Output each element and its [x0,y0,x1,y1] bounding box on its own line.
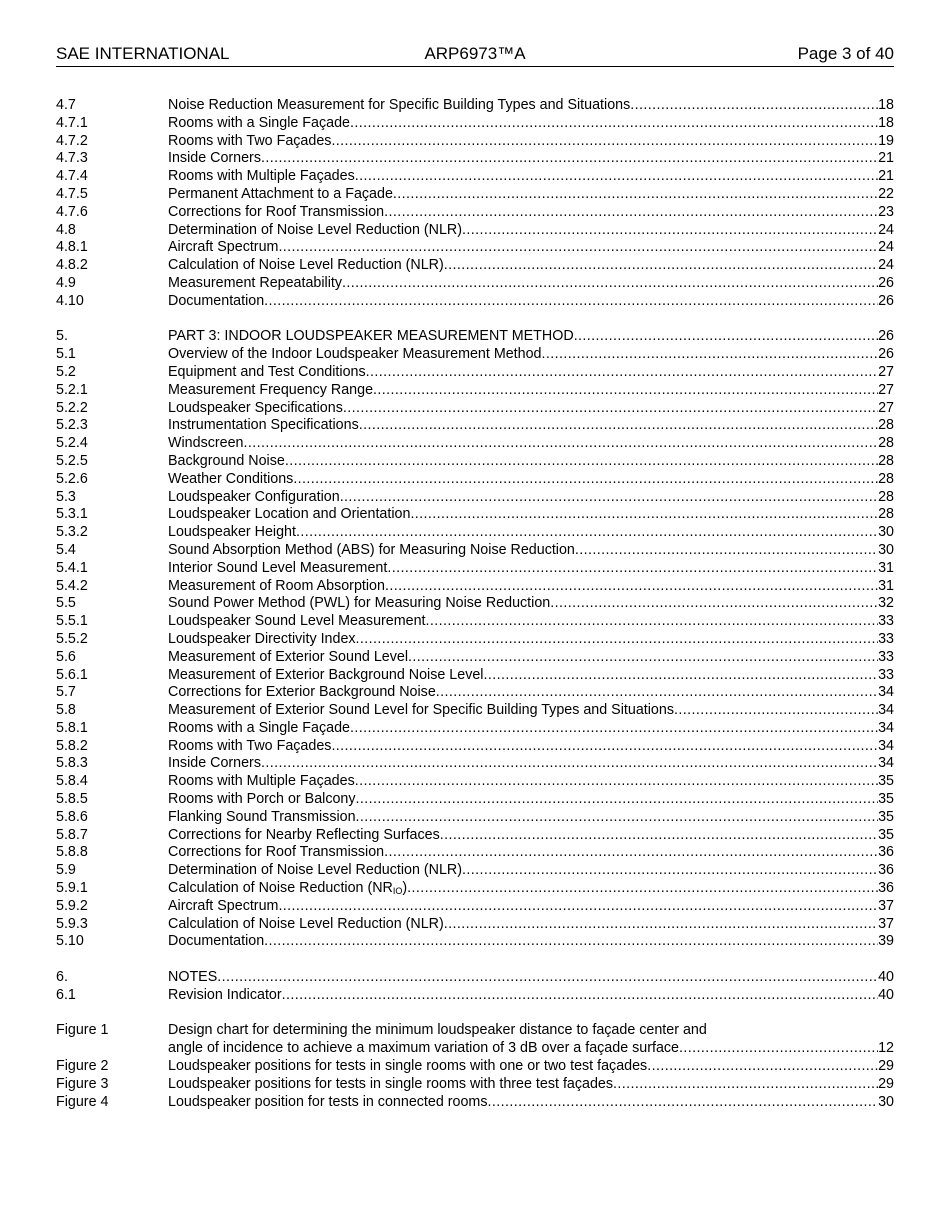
dot-leader [356,809,879,827]
toc-entry[interactable] [56,613,894,631]
toc-entry[interactable] [56,346,894,364]
dot-leader [261,150,878,168]
toc-entry[interactable] [56,560,894,578]
toc-entry-number: 5.5.1 [56,613,88,630]
dot-leader [487,1094,878,1112]
toc-entry-title: Flanking Sound Transmission [168,808,356,825]
toc-entry-page: 33 [878,666,894,683]
toc-entry[interactable] [56,471,894,489]
toc-entry-title: Loudspeaker Sound Level Measurement [168,613,426,630]
toc-entry[interactable] [56,649,894,667]
toc-entry-page: 27 [878,381,894,398]
dot-leader [408,649,878,667]
dot-leader [264,933,878,951]
toc-entry[interactable] [56,667,894,685]
toc-entry-title: Loudspeaker Configuration [168,488,340,505]
toc-entry-page: 35 [878,773,894,790]
toc-entry-page: 21 [878,168,894,185]
toc-entry-title: Loudspeaker positions for tests in single rooms with one or two test façades [168,1058,648,1075]
toc-entry-number: 5.3.1 [56,506,88,523]
publisher-name: SAE INTERNATIONAL [56,44,230,63]
toc-entry-number: 4.7.3 [56,150,88,167]
dot-leader [630,97,878,115]
dot-leader [410,506,878,524]
dot-leader [356,791,879,809]
dot-leader [550,595,878,613]
toc-entry-number: 5.6.1 [56,666,88,683]
toc-entry-number: 5.9 [56,862,76,879]
toc-entry-page: 28 [878,470,894,487]
toc-section-6 [56,969,894,1005]
toc-entry[interactable] [56,542,894,560]
dot-leader [356,631,879,649]
toc-entry-number: 5.8.1 [56,719,88,736]
toc-entry-page: 28 [878,417,894,434]
toc-entry-number: 5.2.4 [56,435,88,452]
toc-entry[interactable] [56,916,894,934]
toc-entry[interactable] [56,222,894,240]
toc-entry-page: 40 [878,969,894,986]
toc-entry[interactable] [56,239,894,257]
toc-entry[interactable] [56,684,894,702]
toc-entry-page: 33 [878,648,894,665]
toc-entry[interactable] [56,987,894,1005]
toc-entry-title: Documentation [168,292,265,309]
toc-entry-number: 5.8.2 [56,737,88,754]
toc-entry-title: NOTES [168,969,218,986]
toc-entry-number: 4.7.6 [56,203,88,220]
toc-entry-title: Instrumentation Specifications [168,417,359,434]
toc-section-5-end [56,898,894,951]
toc-entry-page: 34 [878,737,894,754]
toc-entry-page: 33 [878,630,894,647]
toc-entry-title: Background Noise [168,452,285,469]
toc-entry-page: 24 [878,221,894,238]
toc-entry-title: Rooms with Porch or Balcony [168,791,356,808]
dot-leader [384,844,878,862]
toc-entry-page: 36 [878,844,894,861]
toc-entry[interactable] [56,506,894,524]
toc-entry-title: Documentation [168,933,265,950]
toc-entry-page: 29 [878,1075,894,1092]
figure-title-line-1: Design chart for determining the minimum loudspeaker distance to façade center and [168,1022,707,1039]
dot-leader [462,222,878,240]
toc-entry-number: 5.8.5 [56,791,88,808]
toc-entry-title: Aircraft Spectrum [168,897,279,914]
dot-leader [278,898,878,916]
toc-entry-title: Loudspeaker Directivity Index [168,630,356,647]
dot-leader [613,1076,878,1094]
toc-entry[interactable] [56,791,894,809]
toc-entry-title: Revision Indicator [168,986,282,1003]
toc-entry-page: 22 [878,185,894,202]
toc-entry[interactable] [56,489,894,507]
toc-entry-title: Noise Reduction Measurement for Specific Building Types and Situations [168,97,631,113]
dot-leader [340,489,878,507]
toc-entry-page: 37 [878,915,894,932]
toc-entry-page: 34 [878,684,894,701]
toc-entry-page: 26 [878,274,894,291]
figure-title-line-2: angle of incidence to achieve a maximum variation of 3 dB over a façade surface [168,1040,680,1057]
toc-entry-number: 5.6 [56,648,76,665]
toc-entry-title: Rooms with Multiple Façades [168,773,355,790]
toc-entry[interactable] [56,862,894,880]
toc-entry-number: 4.7.2 [56,132,88,149]
toc-entry-title: Aircraft Spectrum [168,239,279,256]
toc-entry-page: 18 [878,97,894,113]
toc-entry[interactable] [56,755,894,773]
dot-leader [444,916,878,934]
toc-entry-number: 5.3 [56,488,76,505]
toc-entry-title: Loudspeaker Height [168,524,296,541]
toc-entry[interactable] [56,933,894,951]
toc-entry-page: 28 [878,506,894,523]
dot-leader [359,417,878,435]
toc-entry-number: 5.9.3 [56,915,88,932]
toc-entry-number: 4.7.1 [56,114,88,131]
toc-entry-number: 5.8.4 [56,773,88,790]
toc-entry-page: 29 [878,1058,894,1075]
toc-entry-number: 5.8.7 [56,826,88,843]
page-header [56,44,894,67]
toc-entry-page: 35 [878,808,894,825]
toc-entry-page: 28 [878,488,894,505]
toc-entry[interactable] [56,969,894,987]
toc-entry[interactable] [56,702,894,720]
toc-entry-number: 5.8.6 [56,808,88,825]
toc-entry-title: Rooms with a Single Façade [168,719,350,736]
dot-leader [426,613,879,631]
toc-entry-number: Figure 2 [56,1058,109,1075]
dot-leader [331,133,878,151]
dot-leader [350,115,878,133]
toc-entry-page: 27 [878,363,894,380]
dot-leader [444,257,878,275]
toc-entry-title: Measurement Repeatability [168,274,343,291]
toc-entry-page: 31 [878,559,894,576]
dot-leader [674,702,878,720]
toc-entry-page: 34 [878,755,894,772]
dot-leader [574,328,878,346]
toc-entry[interactable] [56,328,894,346]
toc-entry-title: Windscreen [168,435,244,452]
toc-entry-page: 37 [878,897,894,914]
toc-entry-number: 5.2.3 [56,417,88,434]
dot-leader [293,471,878,489]
toc-entry-page: 34 [878,719,894,736]
toc-entry-title: Interior Sound Level Measurement [168,559,388,576]
toc-entry-title: Loudspeaker Specifications [168,399,343,416]
toc-entry-title: Permanent Attachment to a Façade [168,185,393,202]
dot-leader [355,168,878,186]
toc-entry[interactable] [56,275,894,293]
toc-entry-page: 32 [878,595,894,612]
toc-entry-number: Figure 3 [56,1075,109,1092]
toc-entry[interactable] [56,578,894,596]
dot-leader [387,560,878,578]
toc-entry[interactable] [56,400,894,418]
toc-entry-title: Loudspeaker Location and Orientation [168,506,411,523]
toc-figure-entry[interactable] [56,1094,894,1112]
toc-entry-title: Calculation of Noise Reduction $(NR_{IO})$ [168,880,408,897]
dot-leader [647,1058,878,1076]
toc-entry-page: 24 [878,257,894,274]
toc-entry-number: 5.8 [56,702,76,719]
toc-entry-number: 5.2.1 [56,381,88,398]
toc-entry-title: Weather Conditions [168,470,294,487]
figure-number: Figure 1 [56,1022,109,1039]
toc-entry-page: 23 [878,203,894,220]
toc-entry-page: 27 [878,399,894,416]
toc-entry-number: 6.1 [56,986,76,1003]
toc-entry-page: 26 [878,292,894,309]
toc-entry[interactable] [56,417,894,435]
toc-entry[interactable] [56,898,894,916]
toc-entry-page: 28 [878,452,894,469]
toc-entry-title: Equipment and Test Conditions [168,363,366,380]
toc-entry-title: Inside Corners [168,755,261,772]
toc-entry-number: 5.2 [56,363,76,380]
dot-leader [679,1040,878,1058]
toc-entry-title: Rooms with Multiple Façades [168,168,355,185]
dot-leader [278,239,878,257]
toc-entry-page: 35 [878,791,894,808]
toc-section-4 [56,97,894,311]
toc-entry-number: 4.7 [56,97,76,113]
dot-leader [261,755,878,773]
toc-entry-title: Measurement of Room Absorption [168,577,385,594]
toc-entry-number: 5.4 [56,541,76,558]
toc-entry-number: 5.9.1 [56,880,88,897]
toc-entry-title: Corrections for Roof Transmission [168,844,385,861]
dot-leader [440,827,878,845]
dot-leader [542,346,879,364]
toc-entry-number: 5.9.2 [56,897,88,914]
toc-entry[interactable] [56,738,894,756]
toc-entry-page: 26 [878,346,894,363]
dot-leader [282,987,878,1005]
toc-figure-entry[interactable] [56,1076,894,1094]
toc-entry-title: Sound Absorption Method (ABS) for Measuring Noise Reduction [168,541,575,558]
toc-figures [56,1058,894,1111]
toc-entry-page: 36 [878,880,894,897]
toc-entry[interactable] [56,809,894,827]
toc-entry-number: 5.2.2 [56,399,88,416]
dot-leader [343,400,878,418]
toc-entry[interactable] [56,720,894,738]
toc-entry-page: 40 [878,986,894,1003]
toc-entry-page: 19 [878,132,894,149]
toc-entry-page: 34 [878,702,894,719]
toc-entry-number: 4.7.4 [56,168,88,185]
toc-entry[interactable] [56,827,894,845]
toc-entry-page: 24 [878,239,894,256]
toc-entry-number: 4.8.1 [56,239,88,256]
table-of-contents [56,97,894,1111]
toc-entry[interactable] [56,257,894,275]
toc-entry-title: Corrections for Nearby Reflecting Surfaces [168,826,440,843]
toc-entry-title: Rooms with Two Façades [168,737,332,754]
toc-entry[interactable] [56,595,894,613]
dot-leader [462,862,878,880]
dot-leader [217,969,878,987]
toc-entry[interactable] [56,150,894,168]
toc-entry-page: 28 [878,435,894,452]
dot-leader [436,684,878,702]
figure-page: 12 [878,1040,894,1057]
toc-figure-entry[interactable] [56,1058,894,1076]
toc-entry[interactable] [56,880,894,898]
toc-entry-number: 5.5.2 [56,630,88,647]
dot-leader [373,382,878,400]
toc-entry-title: Determination of Noise Level Reduction (NLR) [168,862,463,879]
toc-entry-title: Measurement of Exterior Sound Level for Specific Building Types and Situations [168,702,674,719]
toc-entry-number: 4.7.5 [56,185,88,202]
document-id: ARP6973™A [424,44,526,63]
dot-leader [575,542,878,560]
toc-entry[interactable] [56,204,894,222]
toc-entry[interactable] [56,115,894,133]
dot-leader [244,435,879,453]
toc-entry[interactable] [56,844,894,862]
toc-entry-page: 30 [878,1093,894,1110]
dot-leader [264,293,878,311]
toc-entry-number: 5.8.8 [56,844,88,861]
toc-entry-title: Measurement of Exterior Background Noise Level [168,666,484,683]
toc-entry-title: Overview of the Indoor Loudspeaker Measurement Method [168,346,542,363]
toc-entry-title: Corrections for Exterior Background Noise [168,684,436,701]
toc-entry-title: PART 3: INDOOR LOUDSPEAKER MEASUREMENT METHOD [168,328,574,345]
toc-entry-page: 18 [878,114,894,131]
toc-entry-number: 5.1 [56,346,76,363]
toc-entry-title: Rooms with a Single Façade [168,114,350,131]
toc-entry[interactable] [56,186,894,204]
toc-entry-title: Loudspeaker positions for tests in single rooms with three test façades [168,1075,614,1092]
toc-entry-title: Determination of Noise Level Reduction (NLR) [168,221,463,238]
toc-entry-page: 30 [878,541,894,558]
toc-entry-page: 39 [878,933,894,950]
page-number: Page 3 of 40 [797,44,894,63]
toc-entry-number: 5.2.6 [56,470,88,487]
toc-entry-title: Measurement Frequency Range [168,381,374,398]
toc-entry-number: 5.10 [56,933,84,950]
toc-entry-number: 4.8 [56,221,76,238]
toc-entry-number: 5.7 [56,684,76,701]
toc-entry-title: Loudspeaker position for tests in connected rooms [168,1093,488,1110]
toc-entry[interactable] [56,773,894,791]
toc-entry-number: 5.4.1 [56,559,88,576]
toc-entry-number: 5.2.5 [56,452,88,469]
toc-entry[interactable] [56,293,894,311]
toc-entry[interactable] [56,631,894,649]
toc-entry-title: Calculation of Noise Level Reduction (NLR) [168,257,444,274]
dot-leader [355,773,878,791]
toc-entry-title: Calculation of Noise Level Reduction (NLR) [168,915,444,932]
toc-entry-page: 26 [878,328,894,345]
toc-entry[interactable] [56,382,894,400]
dot-leader [366,364,878,382]
toc-entry[interactable] [56,133,894,151]
toc-entry-number: 5.3.2 [56,524,88,541]
toc-entry-number: 4.10 [56,292,84,309]
toc-entry-title: Sound Power Method (PWL) for Measuring Noise Reduction [168,595,551,612]
toc-entry-page: 35 [878,826,894,843]
toc-entry-page: 36 [878,862,894,879]
toc-entry-page: 21 [878,150,894,167]
toc-entry-number: Figure 4 [56,1093,109,1110]
toc-entry[interactable] [56,364,894,382]
dot-leader [342,275,878,293]
toc-entry[interactable] [56,168,894,186]
toc-entry-title: Inside Corners [168,150,261,167]
dot-leader [285,453,878,471]
dot-leader [385,578,878,596]
toc-entry-number: 5.8.3 [56,755,88,772]
toc-entry-number: 5.4.2 [56,577,88,594]
toc-figure-entry[interactable] [56,1022,894,1058]
dot-leader [384,204,878,222]
dot-leader [393,186,878,204]
toc-entry-title: Rooms with Two Façades [168,132,332,149]
dot-leader [296,524,878,542]
toc-entry[interactable] [56,435,894,453]
toc-section-5 [56,328,894,880]
dot-leader [350,720,878,738]
toc-entry[interactable] [56,524,894,542]
toc-entry-title: Corrections for Roof Transmission [168,203,385,220]
toc-entry-page: 33 [878,613,894,630]
toc-entry[interactable] [56,97,894,115]
toc-entry-number: 6. [56,969,68,986]
toc-entry-page: 31 [878,577,894,594]
toc-entry-number: 5.5 [56,595,76,612]
toc-entry-title: Measurement of Exterior Sound Level [168,648,408,665]
toc-entry[interactable] [56,453,894,471]
toc-entry-number: 4.9 [56,274,76,291]
dot-leader [331,738,878,756]
toc-entry-number: 4.8.2 [56,257,88,274]
toc-entry-page: 30 [878,524,894,541]
toc-entry-number: 5. [56,328,68,345]
dot-leader [483,667,878,685]
